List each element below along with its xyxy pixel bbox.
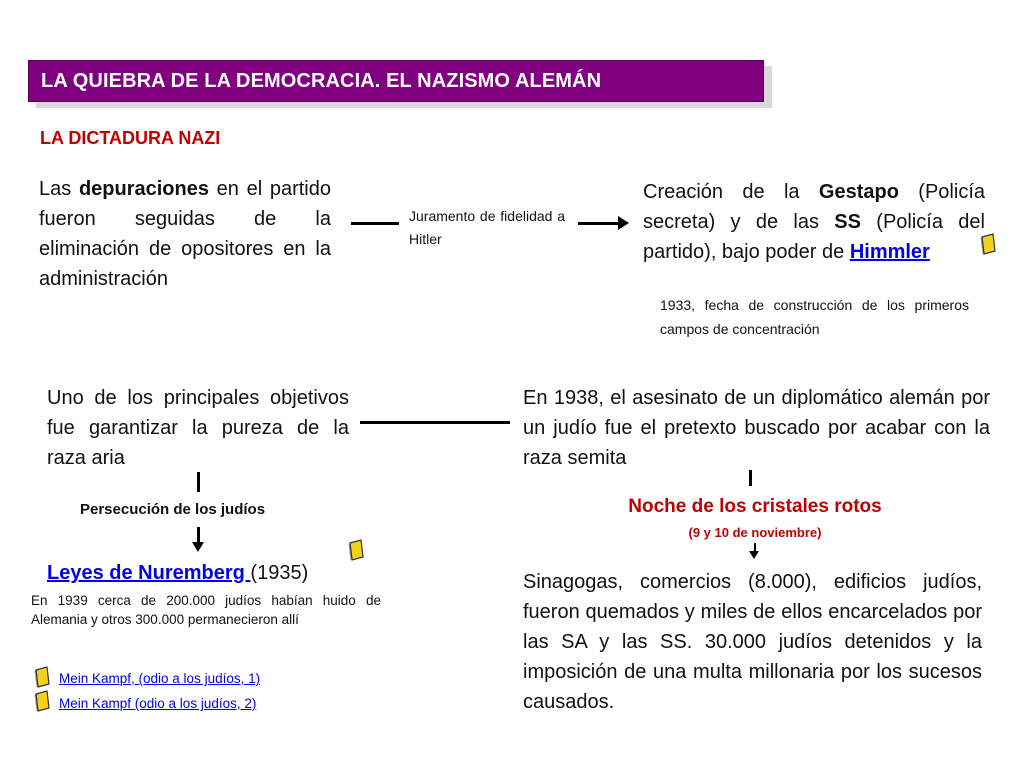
purges-text-pre: Las	[39, 178, 79, 200]
arrow-down-icon	[192, 542, 204, 552]
nuremberg-year: (1935)	[250, 562, 309, 584]
gestapo-t2: (Policía secreta) y de las	[643, 181, 985, 233]
section-subtitle: LA DICTADURA NAZI	[40, 128, 221, 148]
book-icon[interactable]	[33, 690, 51, 712]
gestapo-text	[643, 177, 985, 267]
aryan-text: Uno de los principales objetivos fue garantizar la pureza de la raza aria	[47, 387, 349, 469]
left-tick	[197, 472, 200, 492]
purges-text	[39, 174, 331, 294]
book-icon[interactable]	[347, 539, 365, 561]
ss-bold: SS	[834, 211, 861, 233]
mein-kampf-link-1[interactable]: Mein Kampf, (odio a los judíos, 1)	[59, 671, 261, 686]
night-date: (9 y 10 de noviembre)	[688, 525, 822, 540]
left-arrow-line	[197, 527, 200, 543]
purges-text-post: en el partido fueron seguidas de la eliminación de opositores en la administración	[39, 178, 331, 290]
mein-kampf-link-2[interactable]: Mein Kampf (odio a los judíos, 2)	[59, 696, 257, 711]
gestapo-t1: Creación de la	[643, 181, 819, 203]
connector-line	[351, 222, 399, 225]
nuremberg-line	[47, 562, 308, 585]
page-title: LA QUIEBRA DE LA DEMOCRACIA. EL NAZISMO ALEMÁN	[41, 70, 602, 92]
nuremberg-link[interactable]: Leyes de Nuremberg	[47, 562, 251, 584]
diplomat-text: En 1938, el asesinato de un diplomático alemán por un judío fue el pretexto buscado por acabar con la raza semita	[523, 387, 990, 469]
book-icon[interactable]	[33, 666, 51, 688]
persecution-label: Persecución de los judíos	[80, 501, 266, 518]
purges-bold: depuraciones	[78, 178, 209, 200]
himmler-link[interactable]: Himmler	[849, 241, 930, 263]
book-icon[interactable]	[979, 233, 997, 255]
arrow-right-line	[578, 222, 620, 225]
pogrom-text: Sinagogas, comercios (8.000), edificios judíos, fueron quemados y miles de ellos encarcelados por las SA y las SS. 30.000 judíos detenidos y la imposición de una multa millonaria por los sucesos causados.	[523, 571, 982, 713]
arrow-right-icon	[618, 216, 629, 230]
camps-note: 1933, fecha de construcción de los primeros campos de concentración	[660, 297, 969, 337]
connector-line-2	[360, 421, 510, 424]
nuremberg-note: En 1939 cerca de 200.000 judíos habían huido de Alemania y otros 300.000 permanecieron allí	[31, 593, 381, 627]
gestapo-t3: (Policía del partido), bajo poder de	[643, 211, 985, 263]
right-tick	[749, 470, 752, 486]
arrow-down-icon	[749, 551, 759, 559]
title-banner	[28, 60, 764, 102]
night-title: Noche de los cristales rotos	[628, 496, 882, 517]
gestapo-bold: Gestapo	[818, 181, 899, 203]
oath-label: Juramento de fidelidad a Hitler	[409, 208, 565, 247]
